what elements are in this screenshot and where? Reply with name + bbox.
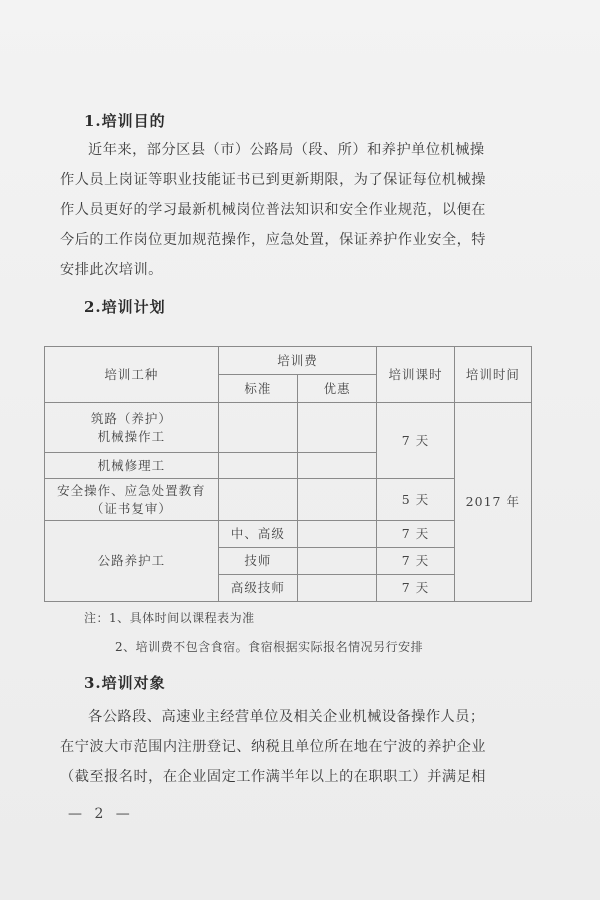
cell-type-line: （证书复审） [90,500,172,516]
section-1-heading: 1.培训目的 [84,112,166,130]
cell-year: 2017 年 [454,403,531,602]
header-time: 培训时间 [454,347,531,403]
training-plan-table [44,346,532,602]
paragraph-line: 作人员更好的学习最新机械岗位普法知识和安全作业规范，以便在 [60,202,486,218]
cell-hours: 7 天 [377,548,454,575]
cell-discount [298,479,377,521]
header-type: 培训工种 [45,347,219,403]
section-3-heading: 3.培训对象 [84,674,166,692]
header-discount: 优惠 [298,375,377,403]
paragraph-line: 作人员上岗证等职业技能证书已到更新期限，为了保证每位机械操 [60,172,486,188]
header-hours: 培训课时 [377,347,454,403]
cell-type [45,403,219,453]
paragraph-line: （截至报名时，在企业固定工作满半年以上的在职职工）并满足相 [60,769,486,785]
cell-discount [298,575,377,602]
cell-level: 中、高级 [218,521,297,548]
paragraph-line: 安排此次培训。 [60,262,163,278]
header-standard: 标准 [218,375,297,403]
cell-standard [218,479,297,521]
cell-type: 机械修理工 [45,453,219,479]
cell-hours: 7 天 [377,403,454,479]
section-1-paragraph [60,135,540,285]
paragraph-line: 今后的工作岗位更加规范操作，应急处置，保证养护作业安全，特 [60,232,486,248]
cell-discount [298,521,377,548]
header-fee: 培训费 [218,347,377,375]
cell-discount [298,453,377,479]
paragraph-line: 近年来，部分区县（市）公路局（段、所）和养护单位机械操 [88,142,485,158]
section-3-paragraph [60,702,540,792]
cell-discount [298,548,377,575]
cell-type-line: 安全操作、应急处置教育 [57,482,206,498]
cell-hours: 7 天 [377,575,454,602]
paragraph-line: 各公路段、高速业主经营单位及相关企业机械设备操作人员； [88,709,485,725]
cell-discount [298,403,377,453]
cell-hours: 7 天 [377,521,454,548]
cell-type: 公路养护工 [45,521,219,602]
cell-type [45,479,219,521]
cell-standard [218,403,297,453]
cell-type-line: 筑路（养护） [90,410,172,426]
section-2-heading: 2.培训计划 [84,298,166,316]
cell-level: 高级技师 [218,575,297,602]
cell-type-line: 机械操作工 [97,428,166,444]
table-note-2: 2、培训费不包含食宿。食宿根据实际报名情况另行安排 [115,640,424,654]
paragraph-line: 在宁波大市范围内注册登记、纳税且单位所在地在宁波的养护企业 [60,739,486,755]
table-note-1: 注：1、具体时间以课程表为准 [84,611,255,625]
cell-level: 技师 [218,548,297,575]
cell-standard [218,453,297,479]
cell-hours: 5 天 [377,479,454,521]
page-number: — 2 — [68,806,134,822]
